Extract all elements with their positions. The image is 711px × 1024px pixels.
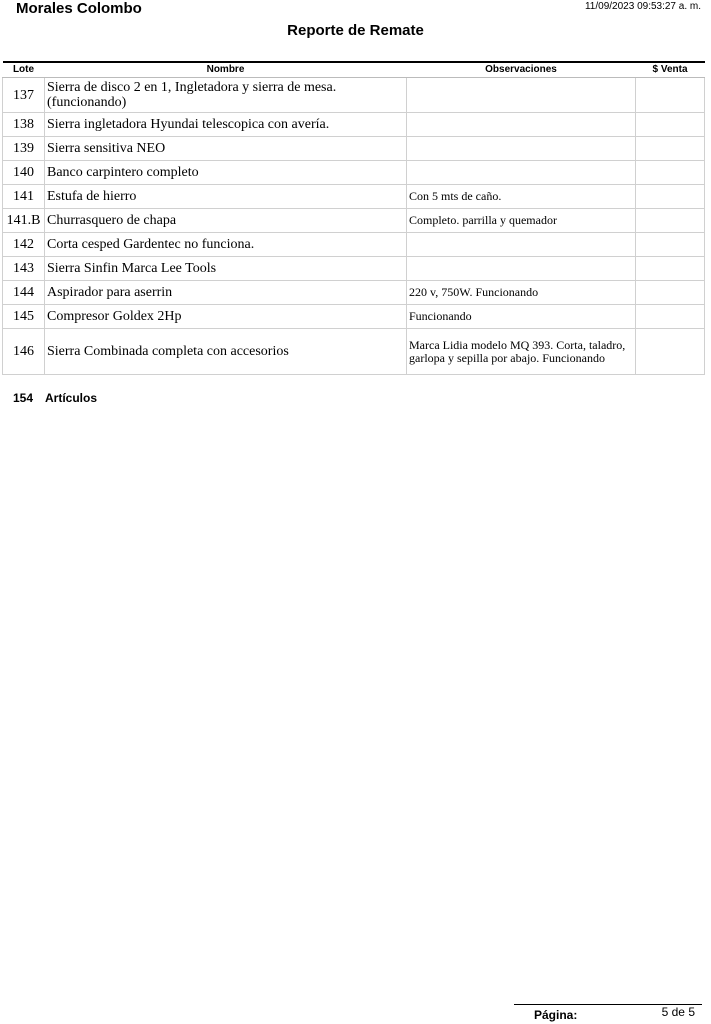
cell-observaciones	[407, 137, 636, 161]
cell-observaciones: Completo. parrilla y quemador	[407, 209, 636, 233]
cell-nombre: Sierra ingletadora Hyundai telescopica con avería.	[45, 113, 407, 137]
cell-observaciones	[407, 257, 636, 281]
report-title: Reporte de Remate	[287, 22, 424, 39]
cell-lote: 146	[3, 329, 45, 375]
items-count: 154	[13, 391, 34, 405]
table-row	[3, 113, 705, 137]
table-row	[3, 233, 705, 257]
col-header-venta: $ Venta	[636, 62, 705, 78]
cell-lote: 137	[3, 78, 45, 113]
cell-lote: 138	[3, 113, 45, 137]
cell-lote: 145	[3, 305, 45, 329]
table-row	[3, 257, 705, 281]
report-datetime: 11/09/2023 09:53:27 a. m.	[584, 1, 701, 12]
cell-lote: 143	[3, 257, 45, 281]
table-row	[3, 329, 705, 375]
cell-nombre: Banco carpintero completo	[45, 161, 407, 185]
cell-nombre: Sierra de disco 2 en 1, Ingletadora y sierra de mesa. (funcionando)	[45, 78, 407, 113]
cell-nombre: Sierra Combinada completa con accesorios	[45, 329, 407, 375]
cell-lote: 144	[3, 281, 45, 305]
items-summary	[13, 391, 97, 405]
cell-observaciones: Con 5 mts de caño.	[407, 185, 636, 209]
cell-observaciones: Funcionando	[407, 305, 636, 329]
table-row	[3, 161, 705, 185]
table-row	[3, 305, 705, 329]
cell-lote: 140	[3, 161, 45, 185]
cell-venta	[636, 161, 705, 185]
cell-nombre: Sierra Sinfin Marca Lee Tools	[45, 257, 407, 281]
cell-observaciones	[407, 78, 636, 113]
table-row	[3, 185, 705, 209]
cell-venta	[636, 329, 705, 375]
cell-observaciones	[407, 233, 636, 257]
cell-nombre: Sierra sensitiva NEO	[45, 137, 407, 161]
cell-venta	[636, 257, 705, 281]
cell-nombre: Corta cesped Gardentec no funciona.	[45, 233, 407, 257]
table-row	[3, 209, 705, 233]
cell-venta	[636, 209, 705, 233]
cell-nombre: Compresor Goldex 2Hp	[45, 305, 407, 329]
page-label: Página:	[534, 1008, 578, 1022]
table-row	[3, 137, 705, 161]
items-label: Artículos	[45, 391, 98, 405]
col-header-nombre: Nombre	[45, 62, 407, 78]
page-number: 5 de 5	[661, 1005, 695, 1019]
cell-lote: 141	[3, 185, 45, 209]
cell-observaciones: Marca Lidia modelo MQ 393. Corta, taladro, garlopa y sepilla por abajo. Funcionando	[407, 329, 636, 375]
cell-venta	[636, 305, 705, 329]
cell-observaciones	[407, 113, 636, 137]
cell-lote: 142	[3, 233, 45, 257]
cell-nombre: Churrasquero de chapa	[45, 209, 407, 233]
cell-lote: 141.B	[3, 209, 45, 233]
cell-nombre: Aspirador para aserrin	[45, 281, 407, 305]
auction-table	[2, 61, 705, 375]
cell-venta	[636, 185, 705, 209]
cell-nombre: Estufa de hierro	[45, 185, 407, 209]
table-header-row	[3, 62, 705, 78]
cell-venta	[636, 78, 705, 113]
col-header-observaciones: Observaciones	[407, 62, 636, 78]
company-name: Morales Colombo	[16, 0, 142, 17]
col-header-lote: Lote	[3, 62, 45, 78]
cell-venta	[636, 233, 705, 257]
table-row	[3, 78, 705, 113]
cell-venta	[636, 281, 705, 305]
cell-observaciones: 220 v, 750W. Funcionando	[407, 281, 636, 305]
cell-venta	[636, 113, 705, 137]
cell-observaciones	[407, 161, 636, 185]
table-row	[3, 281, 705, 305]
cell-venta	[636, 137, 705, 161]
cell-lote: 139	[3, 137, 45, 161]
